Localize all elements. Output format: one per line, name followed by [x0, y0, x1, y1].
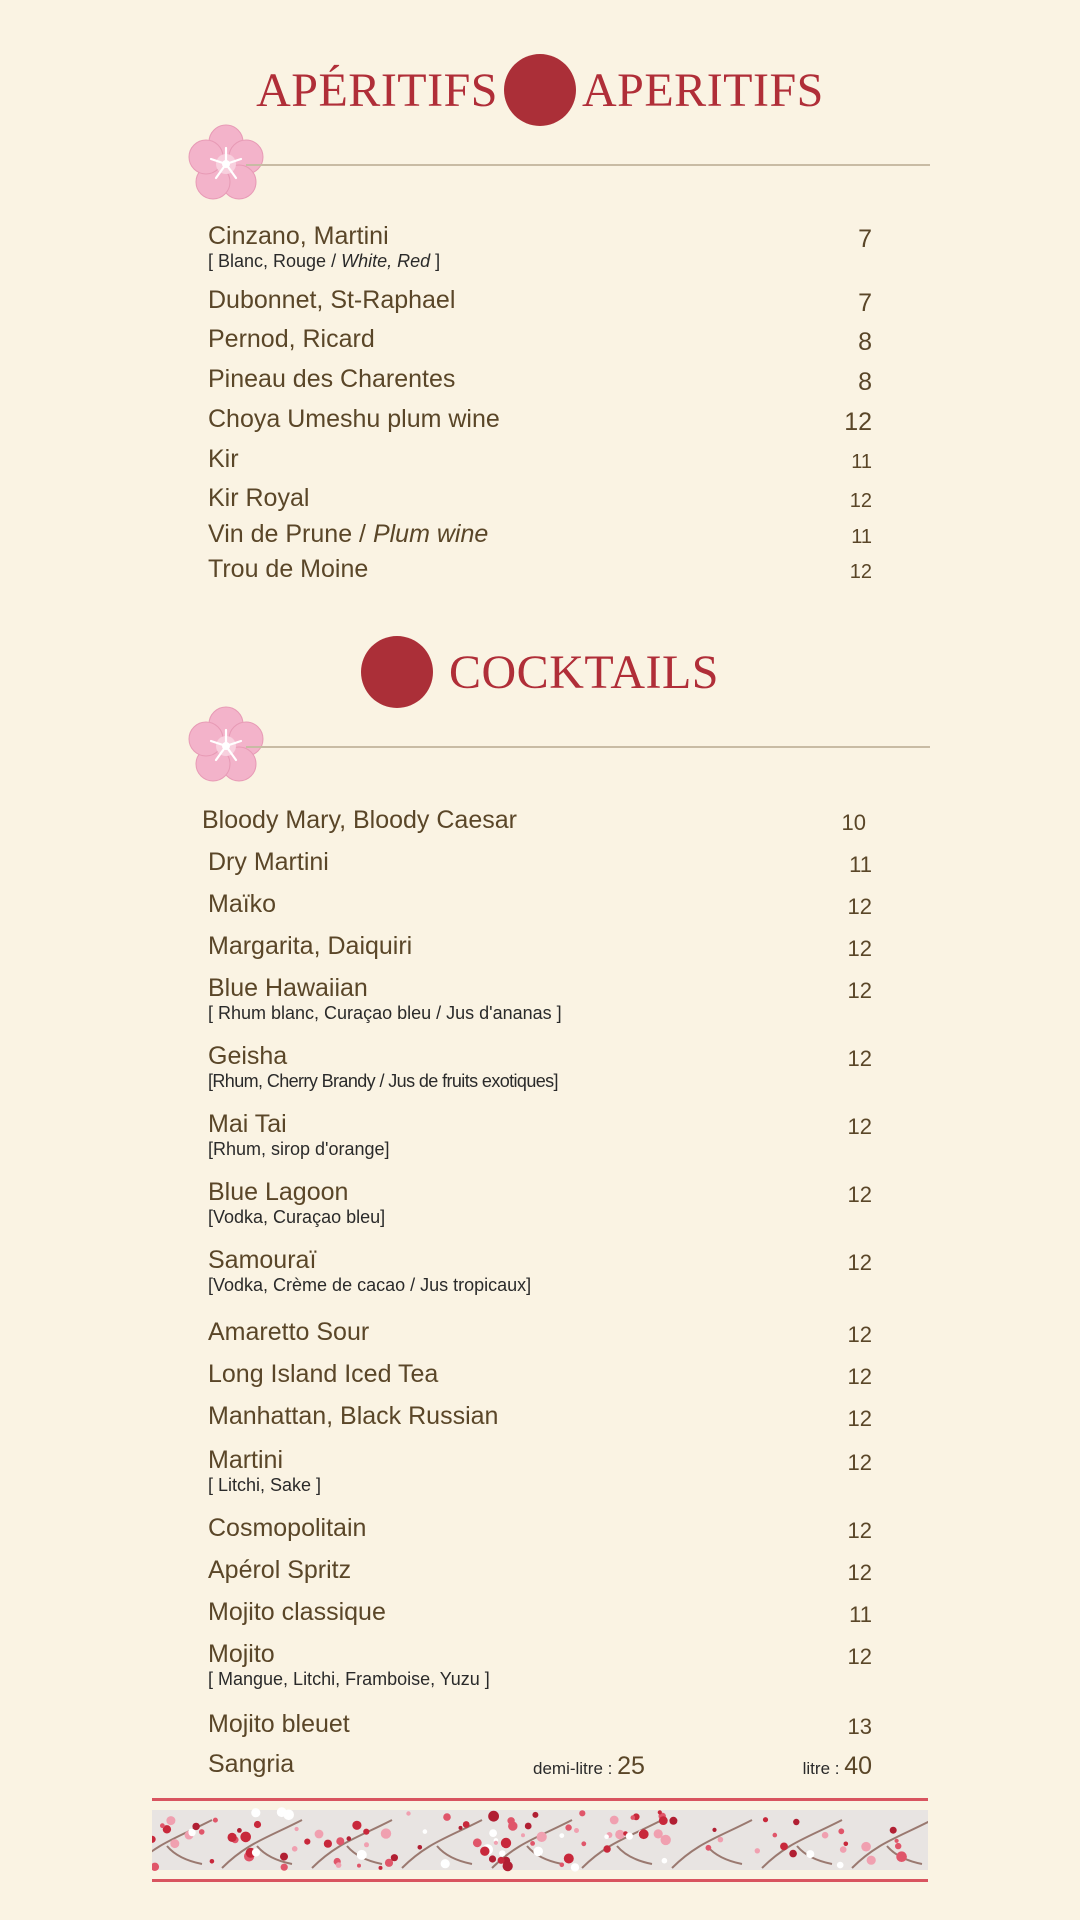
- list-item: [208, 890, 872, 919]
- item-price: 7: [858, 225, 872, 253]
- item-price: 11: [849, 1602, 872, 1627]
- list-item: [208, 1110, 872, 1160]
- item-name: Cinzano, Martini: [208, 222, 389, 250]
- item-price: 12: [847, 1450, 872, 1475]
- list-item: [202, 806, 866, 835]
- item-price: 12: [847, 1518, 872, 1543]
- item-name: Choya Umeshu plum wine: [208, 405, 500, 433]
- item-description: [ Mangue, Litchi, Framboise, Yuzu ]: [208, 1669, 490, 1689]
- item-price: 12: [847, 1406, 872, 1431]
- list-item: [208, 1556, 872, 1585]
- item-name: Dubonnet, St-Raphael: [208, 286, 456, 314]
- item-price: 12: [847, 1250, 872, 1275]
- item-description: [ Rhum blanc, Curaçao bleu / Jus d'ananas ]: [208, 1003, 562, 1023]
- item-name: Geisha: [208, 1042, 288, 1070]
- item-name: Margarita, Daiquiri: [208, 932, 413, 960]
- item-price: 12: [847, 1560, 872, 1585]
- list-item: [208, 555, 872, 584]
- item-price: 7: [858, 289, 872, 317]
- item-price: 12: [849, 490, 872, 512]
- item-name: Martini: [208, 1446, 284, 1474]
- item-description: [ Litchi, Sake ]: [208, 1475, 322, 1495]
- item-description: [Vodka, Curaçao bleu]: [208, 1207, 386, 1227]
- item-name: Kir Royal: [208, 484, 310, 512]
- item-price: 13: [847, 1714, 872, 1739]
- cocktails-title-text: COCKTAILS: [449, 645, 719, 699]
- item-name: Dry Martini: [208, 848, 329, 876]
- list-item: [208, 1710, 872, 1739]
- item-price: 11: [851, 451, 872, 473]
- list-item: [208, 484, 872, 513]
- aperitifs-title-fr: APÉRITIFS: [256, 63, 498, 117]
- item-name: Cosmopolitain: [208, 1514, 367, 1542]
- list-item: [208, 1246, 872, 1296]
- item-name: Maïko: [208, 890, 277, 918]
- item-price: 12: [847, 936, 872, 961]
- item-price: 8: [858, 368, 872, 396]
- item-name: Blue Hawaiian: [208, 974, 368, 1002]
- aperitifs-title: [0, 54, 1080, 126]
- item-price: 12: [847, 1364, 872, 1389]
- item-name: Vin de Prune / Plum wine: [208, 520, 489, 548]
- red-circle-icon: [361, 636, 433, 708]
- item-name: Bloody Mary, Bloody Caesar: [202, 806, 517, 834]
- item-price: 12: [847, 894, 872, 919]
- list-item: [208, 1402, 872, 1431]
- item-name: Pineau des Charentes: [208, 365, 456, 393]
- list-item: [208, 1042, 872, 1092]
- cherry-blossom-border-decoration: [152, 1798, 928, 1882]
- item-name: Mai Tai: [208, 1110, 287, 1138]
- aperitifs-divider: [186, 124, 930, 204]
- item-price: 12: [844, 408, 872, 436]
- list-item: [208, 1318, 872, 1347]
- list-item: [208, 405, 872, 434]
- item-name: Apérol Spritz: [208, 1556, 352, 1584]
- item-price: 12: [847, 1322, 872, 1347]
- item-name: Pernod, Ricard: [208, 325, 375, 353]
- list-item: [208, 1640, 872, 1690]
- item-name: Mojito: [208, 1640, 275, 1668]
- list-item: [208, 974, 872, 1024]
- list-item: [208, 1178, 872, 1228]
- list-item: [208, 1598, 872, 1627]
- item-description: [Rhum, sirop d'orange]: [208, 1139, 390, 1159]
- item-name: Blue Lagoon: [208, 1178, 349, 1206]
- aperitifs-title-en: APERITIFS: [582, 63, 824, 117]
- list-item: [208, 325, 872, 354]
- red-circle-icon: [504, 54, 576, 126]
- item-description: [Rhum, Cherry Brandy / Jus de fruits exotiques]: [208, 1071, 558, 1091]
- item-name: Mojito classique: [208, 1598, 386, 1626]
- item-name: Kir: [208, 445, 239, 473]
- item-name: Samouraï: [208, 1246, 317, 1274]
- item-price: 10: [841, 810, 866, 835]
- list-item: [208, 932, 872, 961]
- list-item: [208, 286, 872, 315]
- list-item: [208, 365, 872, 394]
- item-name: Mojito bleuet: [208, 1710, 350, 1738]
- list-item: [208, 1446, 872, 1496]
- sangria-litre-price: litre : 40: [802, 1752, 872, 1780]
- item-name: Sangria: [208, 1750, 295, 1778]
- sangria-half-litre-price: demi-litre : 25: [533, 1752, 645, 1780]
- list-item: [208, 1514, 872, 1543]
- list-item: [208, 848, 872, 877]
- item-price: 12: [847, 1114, 872, 1139]
- cocktails-title: [0, 636, 1080, 708]
- list-item: [208, 1360, 872, 1389]
- item-name: Amaretto Sour: [208, 1318, 370, 1346]
- item-description: [ Blanc, Rouge / White, Red ]: [208, 251, 441, 271]
- item-price: 8: [858, 328, 872, 356]
- list-item: [208, 445, 872, 474]
- cocktails-divider: [186, 706, 930, 786]
- item-name: Manhattan, Black Russian: [208, 1402, 499, 1430]
- item-price: 11: [851, 526, 872, 548]
- item-price: 12: [847, 1182, 872, 1207]
- item-price: 12: [847, 1046, 872, 1071]
- item-description: [Vodka, Crème de cacao / Jus tropicaux]: [208, 1275, 532, 1295]
- item-name: Trou de Moine: [208, 555, 369, 583]
- item-price: 12: [849, 561, 872, 583]
- item-price: 11: [849, 852, 872, 877]
- item-price: 12: [847, 1644, 872, 1669]
- list-item: [208, 520, 872, 549]
- item-name: Long Island Iced Tea: [208, 1360, 439, 1388]
- list-item: [208, 222, 872, 272]
- item-price: 12: [847, 978, 872, 1003]
